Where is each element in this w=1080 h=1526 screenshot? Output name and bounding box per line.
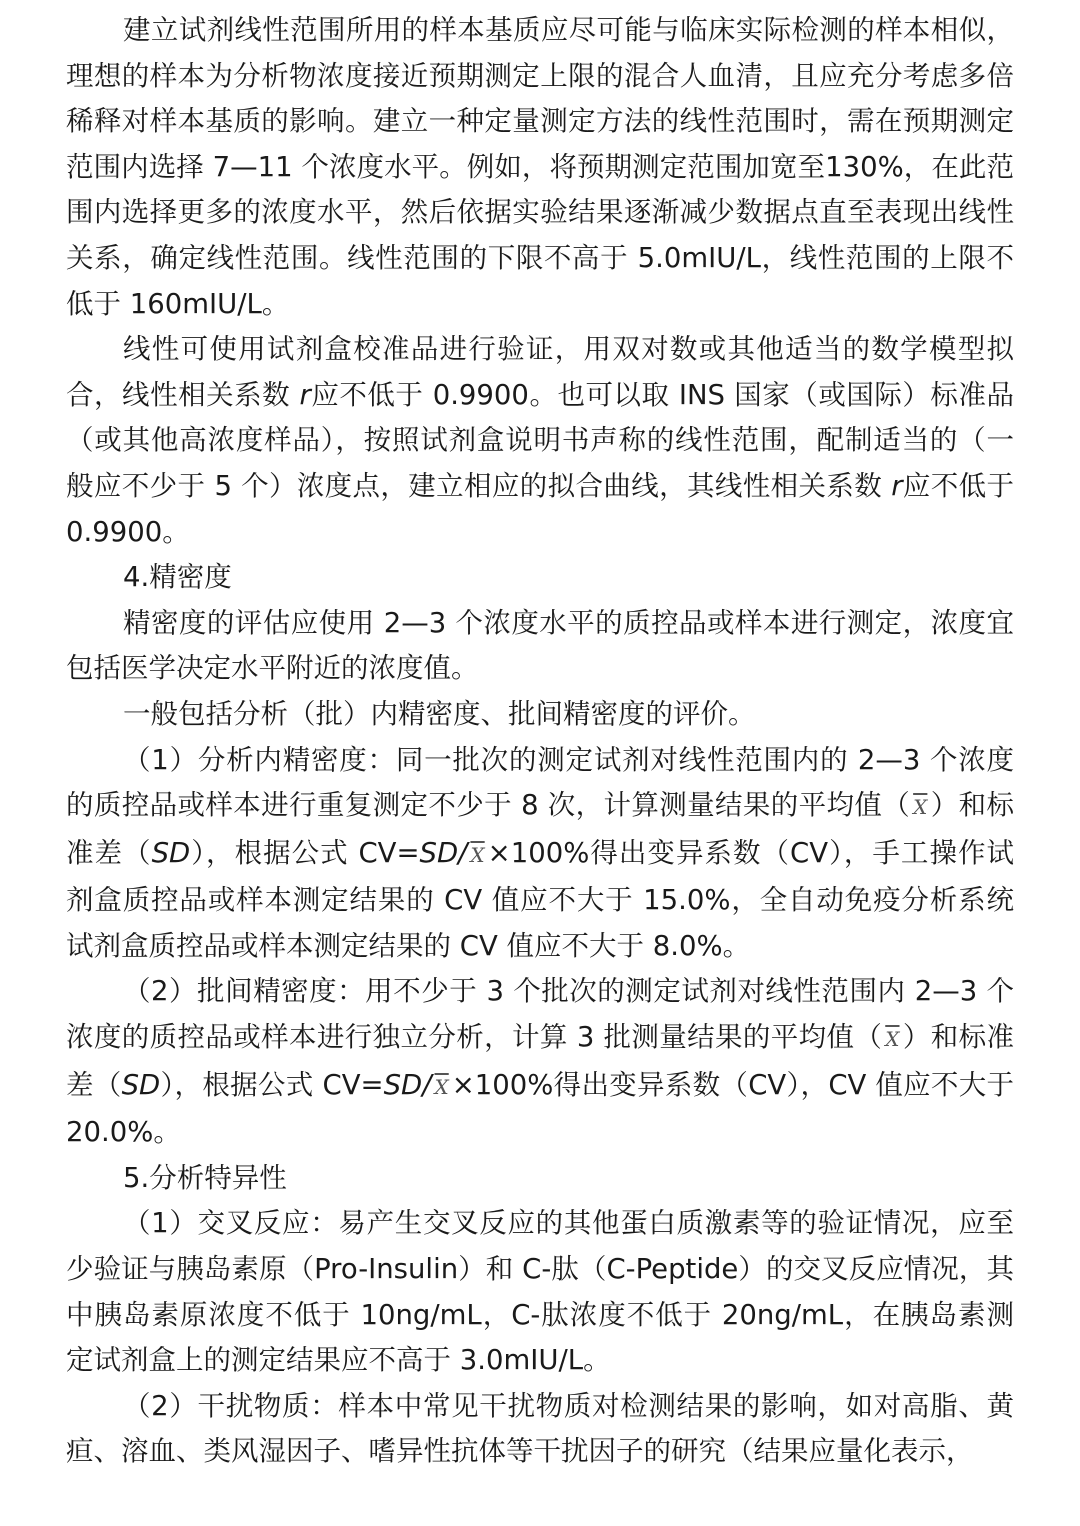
paragraph-text: ），根据公式 CV=	[160, 1068, 384, 1101]
paragraph-text: ）和标准差（	[66, 789, 1015, 869]
paragraph-interference	[66, 1384, 1014, 1475]
heading-text: 4.精密度	[123, 561, 232, 594]
sd-symbol: SD	[383, 1068, 423, 1101]
section-heading-precision	[66, 555, 1014, 601]
mean-symbol: $\overline{X}$	[434, 1074, 449, 1099]
sd-symbol: SD	[419, 836, 459, 869]
heading-text: 5.分析特异性	[123, 1161, 287, 1194]
paragraph-text: （1）分析内精密度：同一批次的测定试剂对线性范围内的 2—3 个浓度的质控品或样本进行重复测定不少于 8 次，计算测量结果的平均值（	[66, 743, 1014, 822]
paragraph-text: （2）批间精密度：用不少于 3 个批次的测定试剂对线性范围内 2—3 个浓度的质控品或样本进行独立分析，计算 3 批测量结果的平均值（	[66, 975, 1014, 1054]
paragraph-text: 精密度的评估应使用 2—3 个浓度水平的质控品或样本进行测定，浓度宜包括医学决定水平附近的浓度值。	[66, 606, 1014, 685]
paragraph-text: 建立试剂线性范围所用的样本基质应尽可能与临床实际检测的样本相似，理想的样本为分析物浓度接近预期测定上限的混合人血清，且应充分考虑多倍稀释对样本基质的影响。建立一种定量测定方法的线性范围时，需在预期测定范围内选择 7—11 个浓度水平。例如，将预期测定范围加宽至130%，在此范围内选择更多的浓度水平，然后依据实验结果逐渐减少数据点直至表现出线性关系，确定线性范围。线性范围的下限不高于 5.0mIU/L，线性范围的上限不低于 160mIU/L。	[66, 14, 1014, 320]
r-symbol: r	[299, 378, 311, 411]
paragraph-text: ），根据公式 CV=	[190, 836, 420, 869]
sd-symbol: SD	[121, 1068, 161, 1101]
paragraph-between-run-precision	[66, 969, 1014, 1155]
paragraph-within-run-precision	[66, 738, 1014, 970]
paragraph-cross-reaction	[66, 1201, 1014, 1383]
paragraph-text: 一般包括分析（批）内精密度、批间精密度的评价。	[123, 697, 756, 730]
sd-symbol: SD	[151, 836, 191, 869]
paragraph-text: （2）干扰物质：样本中常见干扰物质对检测结果的影响，如对高脂、黄疸、溶血、类风湿因子、嗜异性抗体等干扰因子的研究（结果应量化表示，	[66, 1389, 1014, 1468]
paragraph-text: （1）交叉反应：易产生交叉反应的其他蛋白质激素等的验证情况，应至少验证与胰岛素原（Pro-Insulin）和 C-肽（C-Peptide）的交叉反应情况，其中胰岛素原浓度不低于 10ng/mL，C-肽浓度不低于 20ng/mL，在胰岛素测定试剂盒上的测定结果应不高于 3.0mIU/L。	[66, 1207, 1014, 1377]
mean-symbol: $\overline{X}$	[885, 1027, 900, 1052]
paragraph-text: 线性可使用试剂盒校准品进行验证，用双对数或其他适当的数学模型拟合，线性相关系数	[66, 333, 1014, 411]
paragraph-text: ×100%得出变异系数（CV），手工操作试剂盒质控品或样本测定结果的 CV 值应不大于 15.0%，全自动免疫分析系统试剂盒质控品或样本测定结果的 CV 值应不大于 8.0%。	[66, 836, 1015, 962]
formula-slash: /	[458, 836, 468, 869]
r-symbol: r	[891, 469, 903, 502]
paragraph-text: 应不低于 0.9900。	[66, 469, 1015, 548]
section-heading-specificity	[66, 1156, 1014, 1202]
paragraph-precision-evaluation	[66, 601, 1014, 692]
paragraph-linear-range-matrix	[66, 8, 1014, 327]
mean-symbol: $\overline{X}$	[913, 795, 928, 820]
paragraph-text: ×100%得出变异系数（CV），CV 值应不大于 20.0%。	[66, 1068, 1015, 1149]
formula-slash: /	[422, 1068, 432, 1101]
paragraph-text: ）和标准差（	[66, 1021, 1015, 1101]
paragraph-precision-types	[66, 692, 1014, 738]
mean-symbol: $\overline{X}$	[470, 842, 485, 867]
paragraph-text: 应不低于 0.9900。也可以取 INS 国家（或国际）标准品（或其他高浓度样品），按照试剂盒说明书声称的线性范围，配制适当的（一般应不少于 5 个）浓度点，建立相应的拟合曲线，其线性相关系数	[66, 378, 1014, 502]
paragraph-linear-verification	[66, 327, 1014, 555]
